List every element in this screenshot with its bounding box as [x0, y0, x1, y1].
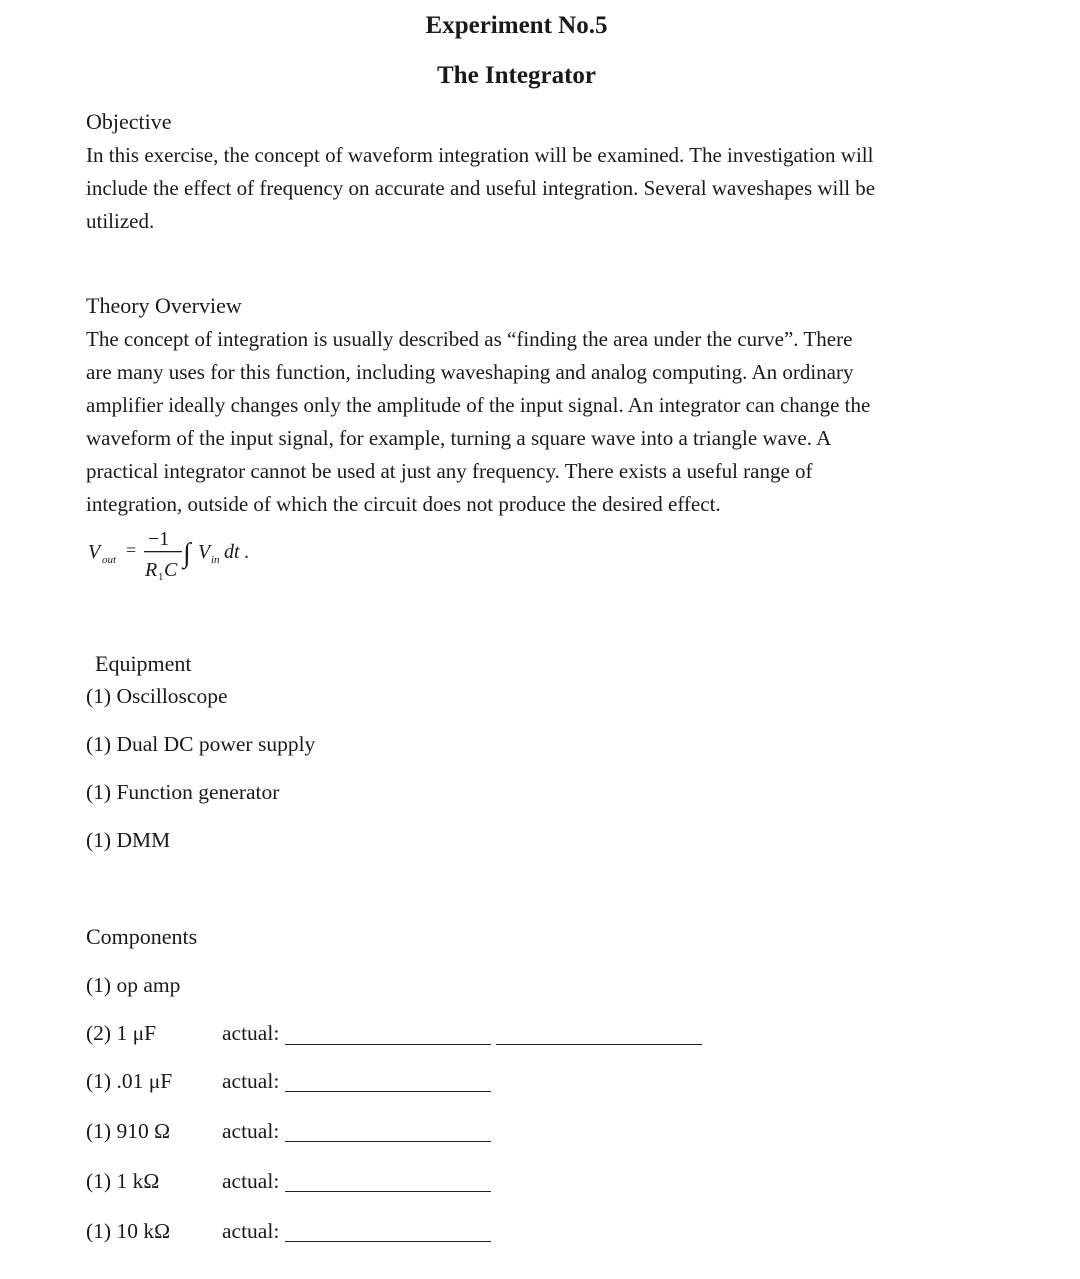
actual-label: actual:	[222, 1119, 280, 1143]
theory-line: waveform of the input signal, for example, turning a square wave into a triangle wave. A	[86, 426, 832, 450]
objective-line: include the effect of frequency on accurate and useful integration. Several waveshapes will be	[86, 176, 876, 200]
actual-blank-line[interactable]	[285, 1141, 491, 1142]
component-item: (1) .01 μF	[86, 1069, 173, 1093]
theory-line: are many uses for this function, including waveshaping and analog computing. An ordinary	[86, 360, 854, 384]
actual-blank-line[interactable]	[285, 1191, 491, 1192]
formula-denominator: R	[145, 559, 158, 581]
objective-paragraph	[86, 139, 966, 238]
component-item: (1) 910 Ω	[86, 1119, 171, 1143]
equipment-item: (1) Oscilloscope	[86, 684, 228, 708]
objective-heading: Objective	[86, 109, 172, 134]
page-title: Experiment No.5	[425, 12, 608, 39]
actual-blank-line[interactable]	[285, 1241, 491, 1242]
equipment-item: (1) DMM	[86, 828, 171, 852]
actual-blank-line[interactable]	[496, 1044, 702, 1045]
component-item: (2) 1 μF	[86, 1021, 157, 1045]
objective-line: In this exercise, the concept of waveform integration will be examined. The investigation will	[86, 143, 874, 167]
theory-line: amplifier ideally changes only the amplitude of the input signal. An integrator can change the	[86, 393, 871, 417]
page-subtitle: The Integrator	[437, 62, 596, 89]
actual-label: actual:	[222, 1169, 280, 1193]
component-item: (1) op amp	[86, 973, 181, 997]
objective-line: utilized.	[86, 209, 155, 233]
formula-dt: dt .	[224, 541, 250, 563]
formula-equals: =	[126, 540, 137, 560]
actual-blank-line[interactable]	[285, 1044, 491, 1045]
components-heading: Components	[86, 924, 198, 949]
theory-paragraph	[86, 323, 966, 521]
formula-denominator-sub: 1	[158, 571, 164, 583]
actual-label: actual:	[222, 1021, 280, 1045]
formula-integral-sign: ∫	[183, 538, 191, 569]
integrator-formula	[88, 528, 288, 588]
theory-heading: Theory Overview	[86, 293, 242, 318]
equipment-heading: Equipment	[95, 651, 192, 676]
formula-vout-sub: out	[102, 554, 117, 566]
theory-line: The concept of integration is usually described as “finding the area under the curve”. There	[86, 327, 853, 351]
component-item: (1) 10 kΩ	[86, 1219, 171, 1243]
formula-fraction-bar	[144, 551, 182, 552]
component-item: (1) 1 kΩ	[86, 1169, 160, 1193]
formula-vin: V	[198, 541, 211, 563]
equipment-item: (1) Dual DC power supply	[86, 732, 316, 756]
formula-vout: V	[88, 541, 101, 563]
actual-label: actual:	[222, 1069, 280, 1093]
formula-vin-sub: in	[211, 554, 220, 566]
formula-denominator-tail: C	[164, 559, 178, 581]
theory-line: practical integrator cannot be used at just any frequency. There exists a useful range of	[86, 459, 813, 483]
actual-blank-line[interactable]	[285, 1091, 491, 1092]
theory-line: integration, outside of which the circuit does not produce the desired effect.	[86, 492, 721, 516]
equipment-item: (1) Function generator	[86, 780, 280, 804]
formula-numerator: −1	[148, 528, 170, 550]
actual-label: actual:	[222, 1219, 280, 1243]
